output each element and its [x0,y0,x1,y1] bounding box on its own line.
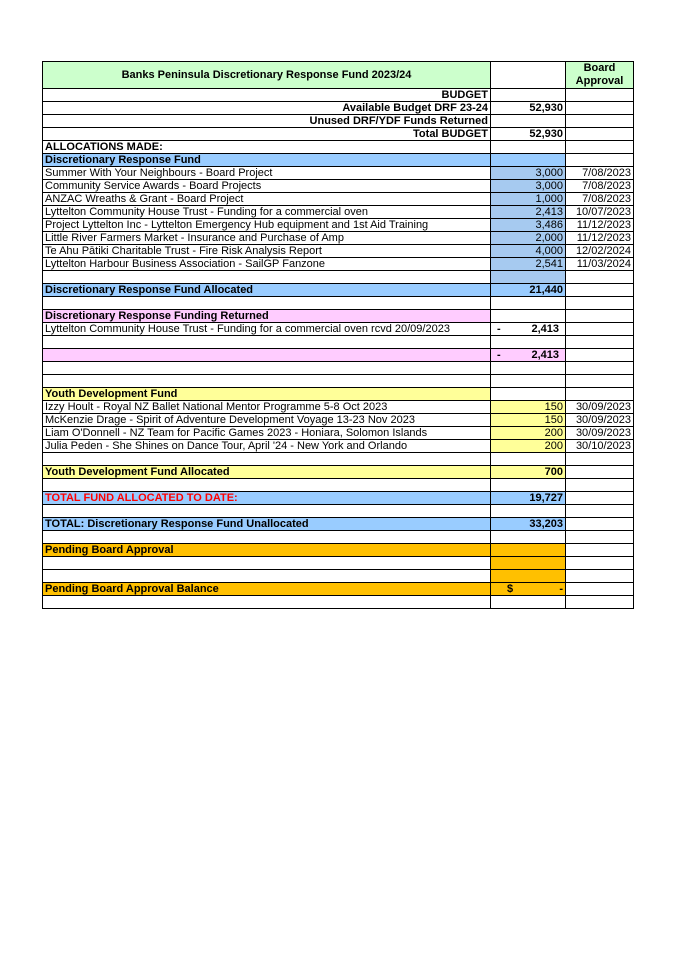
cell[interactable] [43,531,491,544]
drf-date[interactable]: 11/12/2023 [566,232,634,245]
cell[interactable] [491,141,566,154]
total-allocated-label[interactable]: TOTAL FUND ALLOCATED TO DATE: [43,492,491,505]
returned-desc[interactable]: Lyttelton Community House Trust - Funding for a commercial oven rcvd 20/09/2023 [43,323,491,336]
cell[interactable] [43,453,491,466]
cell[interactable] [43,336,491,349]
ydf-row [43,440,634,453]
cell[interactable] [566,115,634,128]
drf-row [43,180,634,193]
total-budget-label[interactable]: Total BUDGET [43,128,491,141]
spacer-row [43,362,634,375]
cell[interactable] [566,284,634,297]
cell[interactable] [491,557,566,570]
pending-balance-cell[interactable] [491,583,566,596]
cell[interactable] [43,479,491,492]
drf-desc[interactable]: Little River Farmers Market - Insurance and Purchase of Amp [43,232,491,245]
cell[interactable] [566,596,634,609]
cell[interactable] [43,557,491,570]
ydf-amount[interactable]: 150 [491,401,566,414]
allocations-heading-row [43,141,634,154]
spacer-row [43,375,634,388]
cell[interactable] [43,596,491,609]
spacer-row [43,297,634,310]
total-budget-row [43,128,634,141]
pending-row [43,557,634,570]
cell[interactable] [566,141,634,154]
cell[interactable] [491,596,566,609]
spacer-row [43,531,634,544]
cell[interactable] [566,297,634,310]
cell[interactable] [491,362,566,375]
cell[interactable] [491,89,566,102]
drf-row [43,193,634,206]
drf-amount[interactable]: 2,000 [491,232,566,245]
cell[interactable] [566,492,634,505]
fund-spreadsheet [42,61,634,609]
drf-desc[interactable]: Project Lyttelton Inc - Lyttelton Emergency Hub equipment and 1st Aid Training [43,219,491,232]
cell[interactable] [43,570,491,583]
drf-date[interactable]: 10/07/2023 [566,206,634,219]
cell[interactable] [43,375,491,388]
cell[interactable] [491,388,566,401]
drf-date[interactable]: 7/08/2023 [566,193,634,206]
drf-amount[interactable]: 1,000 [491,193,566,206]
drf-row [43,206,634,219]
ydf-allocated-row [43,466,634,479]
unallocated-label[interactable]: TOTAL: Discretionary Response Fund Unallocated [43,518,491,531]
cell[interactable] [43,271,491,284]
cell[interactable] [491,505,566,518]
cell[interactable] [566,310,634,323]
spacer-row [43,336,634,349]
ydf-amount[interactable]: 200 [491,427,566,440]
cell[interactable] [566,583,634,596]
pending-balance-currency: $ [507,583,514,595]
cell[interactable] [43,297,491,310]
cell[interactable] [491,375,566,388]
cell[interactable] [566,89,634,102]
drf-heading-row [43,154,634,167]
pending-balance-row [43,583,634,596]
unallocated-value[interactable]: 33,203 [491,518,566,531]
ydf-allocated-value[interactable]: 700 [491,466,566,479]
drf-amount[interactable]: 3,000 [491,180,566,193]
pending-heading-row [43,544,634,557]
drf-desc[interactable]: ANZAC Wreaths & Grant - Board Project [43,193,491,206]
drf-amount[interactable]: 2,413 [491,206,566,219]
cell[interactable] [491,570,566,583]
returned-heading[interactable]: Discretionary Response Funding Returned [43,310,491,323]
returned-total-sign: - [497,349,501,361]
cell[interactable] [491,115,566,128]
returned-total-amount: 2,413 [531,349,559,361]
returned-total-row [43,349,634,362]
returned-sign: - [497,323,501,335]
cell[interactable] [43,505,491,518]
allocations-heading[interactable]: ALLOCATIONS MADE: [43,141,491,154]
ydf-amount[interactable]: 200 [491,440,566,453]
cell[interactable] [491,310,566,323]
cell[interactable] [491,479,566,492]
ydf-desc[interactable]: McKenzie Drage - Spirit of Adventure Development Voyage 13-23 Nov 2023 [43,414,491,427]
drf-date[interactable]: 11/03/2024 [566,258,634,271]
spacer-row [43,453,634,466]
ydf-heading-row [43,388,634,401]
cell[interactable] [566,388,634,401]
ydf-date[interactable]: 30/09/2023 [566,427,634,440]
ydf-desc[interactable]: Izzy Hoult - Royal NZ Ballet National Mentor Programme 5-8 Oct 2023 [43,401,491,414]
budget-heading[interactable]: BUDGET [43,89,491,102]
total-allocated-value[interactable]: 19,727 [491,492,566,505]
cell[interactable] [566,570,634,583]
ydf-date[interactable]: 30/09/2023 [566,414,634,427]
drf-row [43,232,634,245]
total-allocated-row [43,492,634,505]
available-budget-row [43,102,634,115]
cell[interactable] [491,336,566,349]
returned-row [43,323,634,336]
pending-heading[interactable]: Pending Board Approval [43,544,491,557]
cell[interactable] [43,362,491,375]
cell[interactable] [491,154,566,167]
drf-row [43,167,634,180]
drf-amount[interactable]: 2,541 [491,258,566,271]
spacer-row [43,505,634,518]
drf-row [43,245,634,258]
spacer-row [43,479,634,492]
unused-funds-row [43,115,634,128]
cell[interactable] [566,323,634,336]
total-budget-value[interactable]: 52,930 [491,128,566,141]
ydf-allocated-label[interactable]: Youth Development Fund Allocated [43,466,491,479]
ydf-date[interactable]: 30/09/2023 [566,401,634,414]
cell[interactable] [566,128,634,141]
budget-heading-row [43,89,634,102]
drf-desc[interactable]: Community Service Awards - Board Projects [43,180,491,193]
drf-amount[interactable]: 4,000 [491,245,566,258]
ydf-desc[interactable]: Liam O'Donnell - NZ Team for Pacific Games 2023 - Honiara, Solomon Islands [43,427,491,440]
returned-amount: 2,413 [531,323,559,335]
unallocated-row [43,518,634,531]
ydf-row [43,414,634,427]
cell[interactable] [566,518,634,531]
board-approval-header[interactable]: Board Approval [566,62,634,89]
cell[interactable] [566,453,634,466]
ydf-date[interactable]: 30/10/2023 [566,440,634,453]
drf-allocated-value[interactable]: 21,440 [491,284,566,297]
available-budget-value[interactable]: 52,930 [491,102,566,115]
cell[interactable] [566,336,634,349]
header-blank-cell[interactable] [491,62,566,89]
drf-heading[interactable]: Discretionary Response Fund [43,154,491,167]
cell[interactable] [566,154,634,167]
cell[interactable] [491,271,566,284]
pending-balance-label[interactable]: Pending Board Approval Balance [43,583,491,596]
ydf-amount[interactable]: 150 [491,414,566,427]
drf-date[interactable]: 7/08/2023 [566,167,634,180]
returned-total-cell[interactable] [491,349,566,362]
drf-desc[interactable]: Lyttelton Harbour Business Association - SailGP Fanzone [43,258,491,271]
cell[interactable] [566,479,634,492]
cell[interactable] [566,531,634,544]
cell[interactable] [566,271,634,284]
drf-amount[interactable]: 3,486 [491,219,566,232]
sheet-title[interactable]: Banks Peninsula Discretionary Response Fund 2023/24 [43,62,491,89]
cell[interactable] [491,297,566,310]
ydf-heading[interactable]: Youth Development Fund [43,388,491,401]
drf-desc[interactable]: Lyttelton Community House Trust - Funding for a commercial oven [43,206,491,219]
cell[interactable] [491,453,566,466]
cell[interactable] [566,466,634,479]
drf-desc[interactable]: Te Ahu Pātiki Charitable Trust - Fire Risk Analysis Report [43,245,491,258]
ydf-row [43,401,634,414]
ydf-row [43,427,634,440]
cell[interactable] [491,544,566,557]
cell[interactable] [566,375,634,388]
ydf-desc[interactable]: Julia Peden - She Shines on Dance Tour, April '24 - New York and Orlando [43,440,491,453]
cell[interactable] [566,505,634,518]
spacer-row [43,271,634,284]
drf-date[interactable]: 11/12/2023 [566,219,634,232]
cell[interactable] [491,531,566,544]
pending-row [43,570,634,583]
unused-funds-label[interactable]: Unused DRF/YDF Funds Returned [43,115,491,128]
cell[interactable] [566,102,634,115]
drf-row [43,219,634,232]
drf-date[interactable]: 7/08/2023 [566,180,634,193]
cell[interactable] [566,349,634,362]
drf-amount[interactable]: 3,000 [491,167,566,180]
header-row [43,62,634,89]
drf-allocated-row [43,284,634,297]
drf-date[interactable]: 12/02/2024 [566,245,634,258]
drf-desc[interactable]: Summer With Your Neighbours - Board Project [43,167,491,180]
returned-heading-row [43,310,634,323]
drf-allocated-label[interactable]: Discretionary Response Fund Allocated [43,284,491,297]
spacer-row [43,596,634,609]
returned-total-label[interactable] [43,349,491,362]
cell[interactable] [566,544,634,557]
cell[interactable] [566,557,634,570]
cell[interactable] [566,362,634,375]
available-budget-label[interactable]: Available Budget DRF 23-24 [43,102,491,115]
drf-row [43,258,634,271]
pending-balance-value: - [559,583,563,595]
returned-amount-cell[interactable] [491,323,566,336]
